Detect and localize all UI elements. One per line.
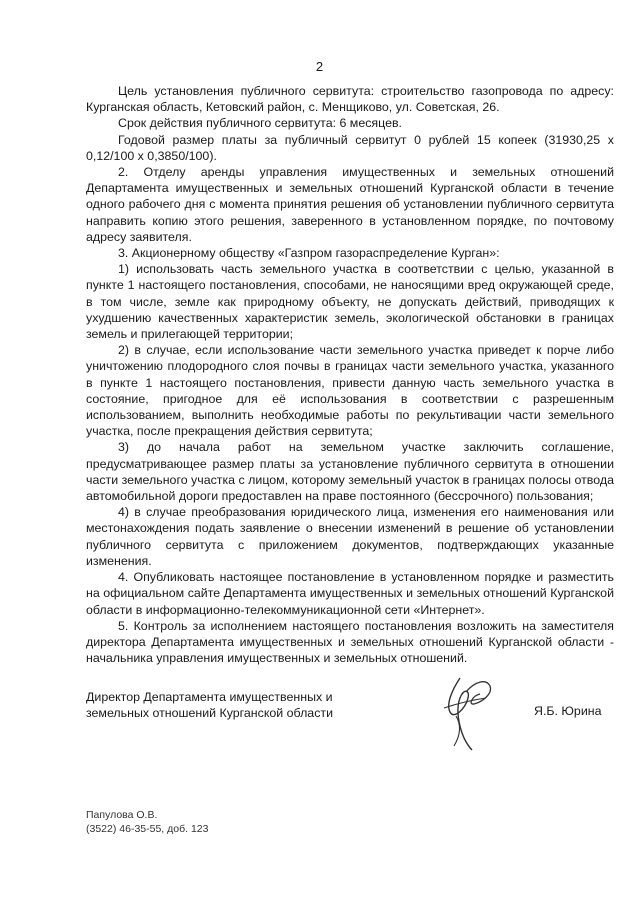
paragraph-subitem-2: 2) в случае, если использование части земельного участка приведет к порче либо уничтожению плодородного слоя почвы в границах части земельного участка, указанного в пункте 1 настоящего постановления, привести данную часть земельного участка в состояние, пригодное для её использования в соответствии с разрешенным использованием, выполнить необходимые работы по рекультивации части земельного участка, после прекращения действия сервитута; xyxy=(86,343,614,439)
paragraph-item-3: 3. Акционерному обществу «Газпром газораспределение Курган»: xyxy=(118,246,500,261)
page-number: 2 xyxy=(315,59,324,74)
paragraph-purpose: Цель установления публичного сервитута: строительство газопровода по адресу: Курганская область, Кетовский район, с. Менщиково, ул. Советская, 26. xyxy=(86,84,614,115)
paragraph-subitem-3: 3) до начала работ на земельном участке заключить соглашение, предусматривающее размер платы за установление публичного сервитута в отношении части земельного участка с лицом, которому земельный участок в границах полосы отвода автомобильной дороги предоставлен на праве постоянного (бессрочного) пользования; xyxy=(86,440,614,504)
handwritten-signature xyxy=(438,668,498,753)
executor-phone: (3522) 46-35-55, доб. 123 xyxy=(86,823,209,835)
executor-name: Папулова О.В. xyxy=(86,809,158,821)
paragraph-subitem-4: 4) в случае преобразования юридического лица, изменения его наименования или местонахождения подать заявление о внесении изменений в решение об установлении публичного сервитута с приложением документов, подтверждающих указанные изменения. xyxy=(86,505,614,568)
paragraph-item-2: 2. Отделу аренды управления имущественных и земельных отношений Департамента имущественных и земельных отношений Курганской области в течение одного рабочего дня с момента принятия решения об установлении публичного сервитута направить копию этого решения, заверенного в установленном порядке, по почтовому адресу заявителя. xyxy=(86,165,614,244)
signatory-position xyxy=(86,689,333,721)
paragraph-term: Срок действия публичного сервитута: 6 месяцев. xyxy=(118,116,402,131)
paragraph-fee: Годовой размер платы за публичный сервитут 0 рублей 15 копеек (31930,25 х 0,12/100 х 0,3850/100). xyxy=(86,132,614,163)
paragraph-subitem-1: 1) использовать часть земельного участка в соответствии с целью, указанной в пункте 1 настоящего постановления, способами, не наносящими вред окружающей среде, в том числе, земле как природному объекту, не допускать действий, приводящих к ухудшению качественных характеристик земель, экологической обстановки в границах земель и прилегающей территории; xyxy=(86,262,614,342)
paragraph-item-4: 4. Опубликовать настоящее постановление в установленном порядке и разместить на официальном сайте Департамента имущественных и земельных отношений Курганской области в информационно-телекоммуникационной сети «Интернет». xyxy=(86,570,614,617)
signatory-name: Я.Б. Юрина xyxy=(534,704,602,718)
document-body xyxy=(86,83,614,666)
executor-footer xyxy=(86,808,208,836)
signatory-position-line-2: земельных отношений Курганской области xyxy=(86,706,333,721)
paragraph-item-5: 5. Контроль за исполнением настоящего постановления возложить на заместителя директора Департамента имущественных и земельных отношений Курганской области - начальника управления имущественных и земельных отношений. xyxy=(86,618,614,666)
signatory-position-line-1: Директор Департамента имущественных и xyxy=(86,690,333,704)
